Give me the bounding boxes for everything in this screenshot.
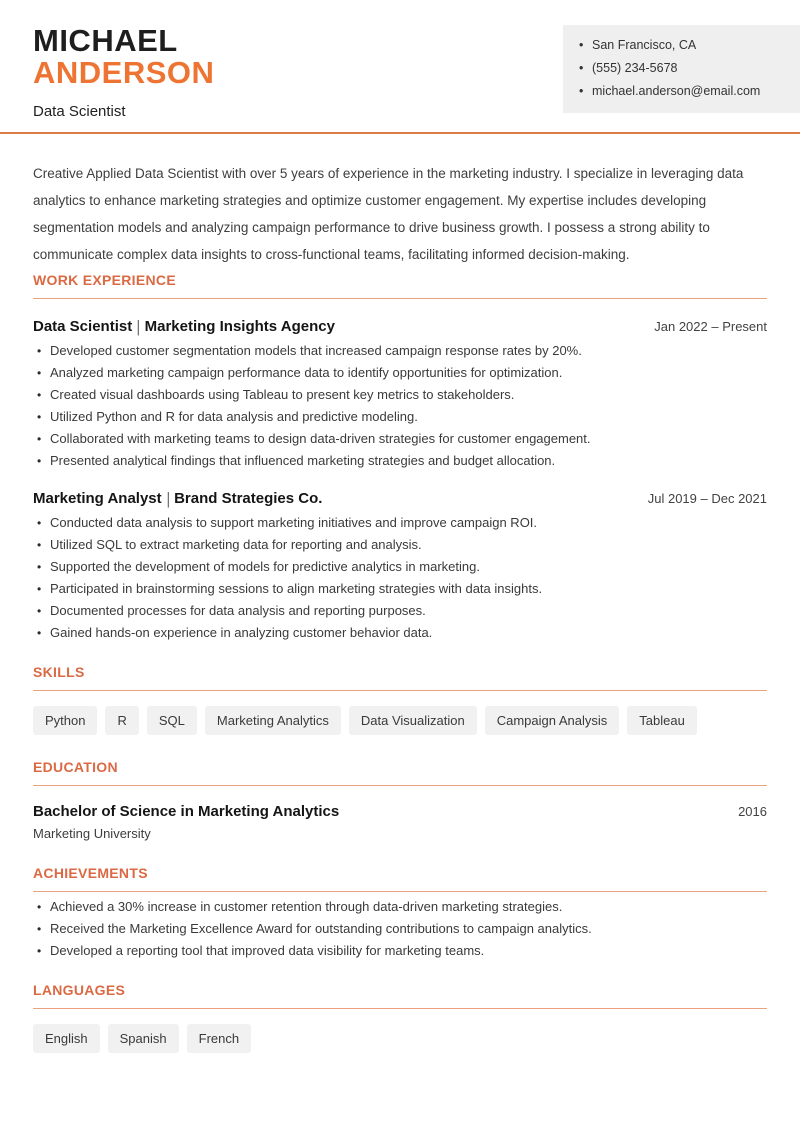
contact-item: • (555) 234-5678 [579, 57, 790, 80]
section-education [33, 759, 767, 841]
header-job-title: Data Scientist [33, 103, 126, 120]
first-name: MICHAEL [33, 23, 178, 58]
resume-body [0, 160, 800, 1053]
job-bullet: • Supported the development of models for predictive analytics in marketing. [33, 560, 767, 574]
section-skills [33, 664, 767, 735]
section-divider [33, 690, 767, 691]
summary-paragraph: Creative Applied Data Scientist with over 5 years of experience in the marketing industry. I specialize in leveraging data analytics to enhance marketing strategies and optimize customer engagement. My expertise includes developing segmentation models and analyzing campaign performance to drive business growth. I possess a strong ability to communicate complex data insights to cross-functional teams, facilitating informed decision-making. [33, 166, 744, 262]
job-bullet: • Utilized SQL to extract marketing data for reporting and analysis. [33, 538, 767, 552]
section-heading-work-experience: WORK EXPERIENCE [33, 272, 176, 288]
education-school: Marketing University [33, 826, 151, 841]
title-company-separator: | [166, 489, 170, 508]
skill-tag: Tableau [627, 706, 697, 735]
job-bullet: • Utilized Python and R for data analysis and predictive modeling. [33, 410, 767, 424]
skill-tag: Campaign Analysis [485, 706, 620, 735]
skill-tag-list [33, 706, 767, 735]
job-company: Brand Strategies Co. [174, 490, 323, 507]
skill-tag: SQL [147, 706, 197, 735]
title-company-separator: | [137, 317, 140, 336]
achievement-bullet: • Developed a reporting tool that improved data visibility for marketing teams. [33, 944, 767, 958]
section-heading-languages: LANGUAGES [33, 982, 126, 998]
skill-tag: Marketing Analytics [205, 706, 341, 735]
achievement-bullet: • Received the Marketing Excellence Award for outstanding contributions to campaign analytics. [33, 922, 767, 936]
job-header [33, 488, 767, 508]
job-dates: Jan 2022 – Present [654, 319, 767, 334]
job-bullet: • Conducted data analysis to support marketing initiatives and improve campaign ROI. [33, 516, 767, 530]
job-title-line [33, 316, 335, 336]
job-dates: Jul 2019 – Dec 2021 [647, 491, 767, 506]
job-bullet: • Participated in brainstorming sessions to align marketing strategies with data insights. [33, 582, 767, 596]
achievement-bullet: • Achieved a 30% increase in customer retention through data-driven marketing strategies. [33, 900, 767, 914]
contact-list [579, 34, 790, 103]
section-divider [33, 298, 767, 299]
job-entry [33, 316, 767, 468]
contact-box [563, 25, 800, 113]
skill-tag: R [105, 706, 138, 735]
skill-tag: Data Visualization [349, 706, 477, 735]
section-achievements [33, 865, 767, 958]
job-bullet: • Gained hands-on experience in analyzing customer behavior data. [33, 626, 767, 640]
job-header [33, 316, 767, 336]
job-bullet: • Analyzed marketing campaign performance data to identify opportunities for optimization. [33, 366, 767, 380]
job-bullet: • Documented processes for data analysis and reporting purposes. [33, 604, 767, 618]
header-divider [0, 132, 800, 134]
job-title-line [33, 488, 322, 508]
language-tag: English [33, 1024, 100, 1053]
education-degree: Bachelor of Science in Marketing Analytics [33, 803, 340, 820]
language-tag-list [33, 1024, 767, 1053]
job-bullet: • Collaborated with marketing teams to design data-driven strategies for customer engagement. [33, 432, 767, 446]
resume-header [0, 0, 800, 120]
language-tag: Spanish [108, 1024, 179, 1053]
section-divider [33, 785, 767, 786]
contact-item: • michael.anderson@email.com [579, 80, 790, 103]
language-tag: French [187, 1024, 251, 1053]
section-heading-skills: SKILLS [33, 664, 85, 680]
section-divider [33, 1008, 767, 1009]
job-title: Data Scientist [33, 318, 133, 335]
section-work-experience [33, 272, 767, 640]
job-entry [33, 488, 767, 640]
job-bullet-list [33, 516, 767, 640]
education-entry [33, 803, 767, 820]
section-languages [33, 982, 767, 1053]
job-bullet: • Created visual dashboards using Tableau to present key metrics to stakeholders. [33, 388, 767, 402]
job-bullet: • Presented analytical findings that influenced marketing strategies and budget allocation. [33, 454, 767, 468]
section-heading-achievements: ACHIEVEMENTS [33, 865, 148, 881]
last-name: ANDERSON [33, 55, 215, 90]
job-company: Marketing Insights Agency [144, 318, 335, 335]
section-divider [33, 891, 767, 892]
section-heading-education: EDUCATION [33, 759, 118, 775]
contact-item: • San Francisco, CA [579, 34, 790, 57]
job-title: Marketing Analyst [33, 490, 162, 507]
job-bullet: • Developed customer segmentation models that increased campaign response rates by 20%. [33, 344, 767, 358]
achievement-list [33, 900, 767, 958]
job-bullet-list [33, 344, 767, 468]
skill-tag: Python [33, 706, 97, 735]
education-year: 2016 [738, 804, 767, 819]
